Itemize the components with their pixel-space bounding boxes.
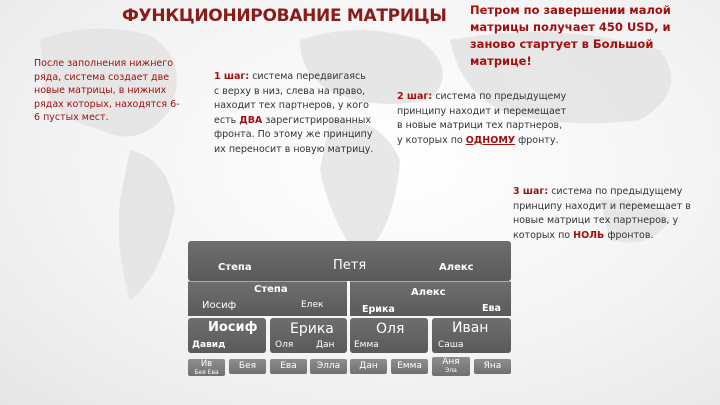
step2-highlight: ОДНОМУ <box>465 134 516 146</box>
promo-text: Петром по завершении малой матрицы получает 450 USD, и заново стартует в Большой матрице! <box>470 3 671 68</box>
step3-note <box>513 185 693 243</box>
matrix-mid-right-right: Ева <box>482 303 501 314</box>
matrix-row3-left-4: Саша <box>438 340 464 350</box>
matrix-mid-right-title: Алекс <box>411 287 446 298</box>
step1-note <box>214 70 374 157</box>
step3-highlight: НОЛЬ <box>573 229 605 241</box>
matrix-row3-title-1: Иосиф <box>208 320 258 335</box>
matrix-mid-left-box <box>188 281 347 316</box>
left-note: После заполнения нижнего ряда, система создает две новые матрицы, в нижних рядах которых, находятся 6-6 пустых мест. <box>34 58 180 123</box>
step3-text1: система по предыдущему принципу находит и перемещает в новые матрици тех партнеров, у которых по <box>513 186 691 241</box>
matrix-row3-box-1 <box>188 318 266 353</box>
step2-text1: система по предыдущему принципу находит и перемещает в новые матрици тех партнеров, у которых по <box>397 91 567 146</box>
matrix-row3-box-4 <box>432 318 511 353</box>
step3-text2: фронтов. <box>604 229 654 241</box>
matrix-bottom-sub-7: Эла <box>445 367 457 374</box>
matrix-row3-title-3: Оля <box>376 321 405 337</box>
matrix-row3-left-1: Давид <box>192 340 226 350</box>
matrix-bottom-sub-1: Бея Ева <box>194 369 219 376</box>
matrix-bottom-cell-4: Элла <box>310 359 347 374</box>
matrix-row3-title-4: Иван <box>452 320 489 336</box>
matrix-mid-right-left: Ерика <box>362 304 395 315</box>
matrix-row3-left-2: Оля <box>275 340 294 350</box>
matrix-row3-left-3: Емма <box>354 340 379 350</box>
step1-text1: система передвигаясь с верху в низ, слева на право, находит тех партнеров, у кого есть <box>214 71 369 126</box>
matrix-row3-right-2: Дан <box>316 340 335 350</box>
matrix-mid-right-box <box>350 281 511 316</box>
step1-text2: зарегистрированных фронта. По этому же принципу их переносит в новую матрицу. <box>214 114 374 155</box>
matrix-bottom-cell-3: Ева <box>270 359 307 374</box>
matrix-row3-box-2 <box>270 318 347 353</box>
matrix-mid-left-left: Иосиф <box>202 300 237 311</box>
matrix-bottom-cell-6: Емма <box>391 359 428 374</box>
matrix-row3-title-2: Ерика <box>290 321 334 337</box>
matrix-mid-left-right: Елек <box>301 300 324 310</box>
matrix-top-box <box>188 241 511 281</box>
matrix-bottom-cell-5: Дан <box>350 359 387 374</box>
step2-text2: фронту. <box>515 134 559 146</box>
matrix-bottom-cell-1 <box>188 359 225 376</box>
matrix-top-left: Степа <box>218 262 252 273</box>
step1-head: 1 шаг: <box>214 71 250 82</box>
page-title: ФУНКЦИОНИРОВАНИЕ МАТРИЦЫ <box>122 6 447 26</box>
matrix-top-right: Алекс <box>439 262 474 273</box>
step2-head: 2 шаг: <box>397 91 433 102</box>
matrix-bottom-cell-8: Яна <box>474 359 511 374</box>
matrix-bottom-name-1: Ив <box>200 359 213 369</box>
matrix-row3-box-3 <box>350 318 428 353</box>
step1-highlight: ДВА <box>239 114 263 126</box>
step3-head: 3 шаг: <box>513 186 549 197</box>
matrix-top-center: Петя <box>333 258 367 273</box>
matrix-bottom-cell-7 <box>432 357 470 376</box>
matrix-mid-left-title: Степа <box>254 284 288 295</box>
matrix-bottom-name-7: Аня <box>442 357 460 367</box>
matrix-bottom-cell-2: Бея <box>229 359 266 374</box>
step2-note <box>397 90 567 148</box>
